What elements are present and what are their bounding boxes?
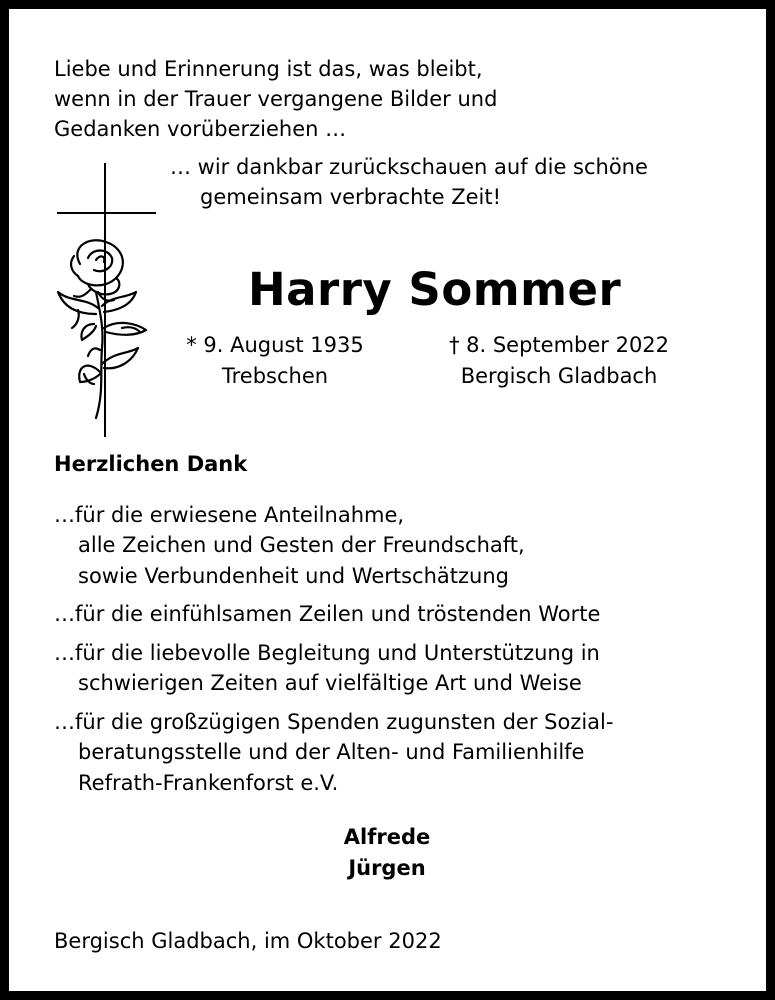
poem-line-5: gemeinsam verbrachte Zeit! (200, 185, 502, 209)
thanks-heading: Herzlichen Dank (54, 452, 248, 476)
deceased-name: Harry Sommer (248, 263, 622, 316)
thanks-item-4-line-2: beratungsstelle und der Alten- und Familienhilfe (78, 740, 585, 764)
thanks-item-4-line-1: …für die großzügigen Spenden zugunsten der Sozial- (54, 710, 614, 734)
signature-2: Jürgen (348, 856, 426, 880)
poem-line-1: Liebe und Erinnerung ist das, was bleibt, (54, 57, 483, 81)
thanks-item-4-line-3: Refrath-Frankenforst e.V. (78, 771, 339, 795)
poem-line-2: wenn in der Trauer vergangene Bilder und (54, 87, 498, 111)
poem-line-4: … wir dankbar zurückschauen auf die schöne (170, 155, 648, 179)
thanks-item-1-line-2: alle Zeichen und Gesten der Freundschaft, (78, 533, 525, 557)
death-place: Bergisch Gladbach (460, 364, 658, 388)
death-date: † 8. September 2022 (448, 333, 670, 357)
thanks-item-3-line-1: …für die liebevolle Begleitung und Unterstützung in (54, 641, 600, 665)
poem-line-3: Gedanken vorüberziehen … (54, 117, 347, 141)
signature-1: Alfrede (343, 825, 431, 849)
thanks-item-1-line-1: …für die erwiesene Anteilnahme, (54, 503, 405, 527)
thanks-item-2-line-1: …für die einfühlsamen Zeilen und tröstenden Worte (54, 602, 601, 626)
thanks-item-3-line-2: schwierigen Zeiten auf vielfältige Art und Weise (78, 671, 582, 695)
birth-date: * 9. August 1935 (186, 333, 364, 357)
rose-icon (50, 232, 154, 422)
cross-bar (57, 212, 156, 214)
place-date: Bergisch Gladbach, im Oktober 2022 (54, 929, 442, 953)
birth-place: Trebschen (221, 364, 329, 388)
thanks-item-1-line-3: sowie Verbundenheit und Wertschätzung (78, 564, 509, 588)
